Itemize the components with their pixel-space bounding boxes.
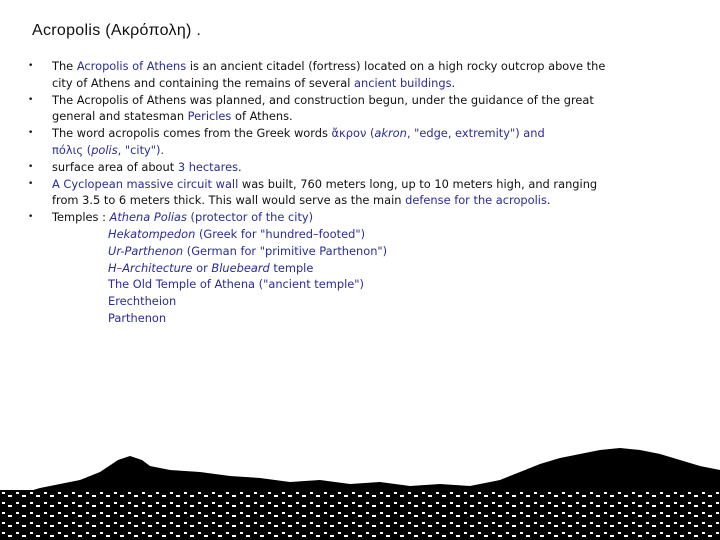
greek-akron[interactable]: ἄκρον [331,126,367,141]
bullet-item [28,92,608,126]
text: ( [83,142,92,157]
bullet-icon: • [28,212,34,223]
text: of Athens. [231,109,293,124]
text: . [238,159,242,174]
temple-item [28,243,608,260]
bullet-icon: • [28,94,34,105]
greek-polis-text: πόλις [52,142,84,157]
text: was built, 760 meters long, up to 10 meters high, and ranging from 3.5 to 6 meters thick. This wall would serve as the main [52,176,598,208]
text: akron [374,126,407,141]
link-hectares[interactable]: 3 hectares [177,159,239,174]
bullet-item [28,176,608,210]
bullet-list [28,58,608,327]
text: (German for "primitive Parthenon") [183,243,388,258]
text: , "city"). [117,142,165,157]
link-athena-polias[interactable]: Athena Polias [109,210,187,225]
bullet-item [28,58,608,92]
bullet-icon: • [28,161,34,172]
bullet-icon: • [28,128,34,139]
text: The [52,59,77,73]
link-acropolis[interactable]: Acropolis of Athens [76,59,187,73]
temple-item [28,276,608,293]
temple-name[interactable]: Erechtheion [108,294,177,309]
text: or [192,260,212,275]
text: . [546,193,551,208]
temple-item [28,293,608,310]
text: ("ancient temple") [255,277,364,292]
temple-name[interactable]: H–Architecture [108,260,193,275]
text: ( [366,126,375,141]
link-defense[interactable]: defense for the acropolis [405,193,547,208]
text: is an ancient citadel (fortress) located on a high rocky outcrop above the city of Athens and containing the remains of several [52,59,606,90]
text: , "edge, extremity") and [406,126,545,141]
text: The Acropolis of Athens was planned, and construction begun, under the guidance of the great general and statesman [52,92,594,124]
slide-title: Acropolis (Ακρόπολη) . [32,22,202,39]
temple-name[interactable]: Ur-Parthenon [108,243,184,258]
temple-name[interactable]: The Old Temple of Athena [108,277,256,292]
temple-name[interactable]: Hekatompedon [108,226,196,241]
bullet-item [28,159,608,176]
temple-name[interactable]: Bluebeard [211,260,270,275]
text: (protector of the city) [186,210,314,225]
link-pericles[interactable]: Pericles [187,109,232,124]
athens-skyline-icon [0,400,720,540]
text: Temples : [52,210,110,225]
bullet-icon: • [28,178,34,189]
temple-item [28,310,608,327]
city-texture-top [0,494,720,540]
text: polis [91,142,118,157]
bullet-icon: • [28,61,34,71]
temple-name[interactable]: Parthenon [108,310,167,325]
temple-item [28,260,608,277]
text: surface area of about [52,159,178,174]
bullet-item [28,209,608,226]
text: (Greek for "hundred–footed") [195,226,366,241]
link-cyclopean-wall[interactable]: A Cyclopean massive circuit wall [52,176,239,191]
text: temple [269,260,314,275]
text: The word acropolis comes from the Greek words [52,126,332,141]
bullet-item [28,125,608,159]
temple-item [28,226,608,243]
text: . [451,75,456,90]
link-ancient-buildings[interactable]: ancient buildings [354,75,452,90]
